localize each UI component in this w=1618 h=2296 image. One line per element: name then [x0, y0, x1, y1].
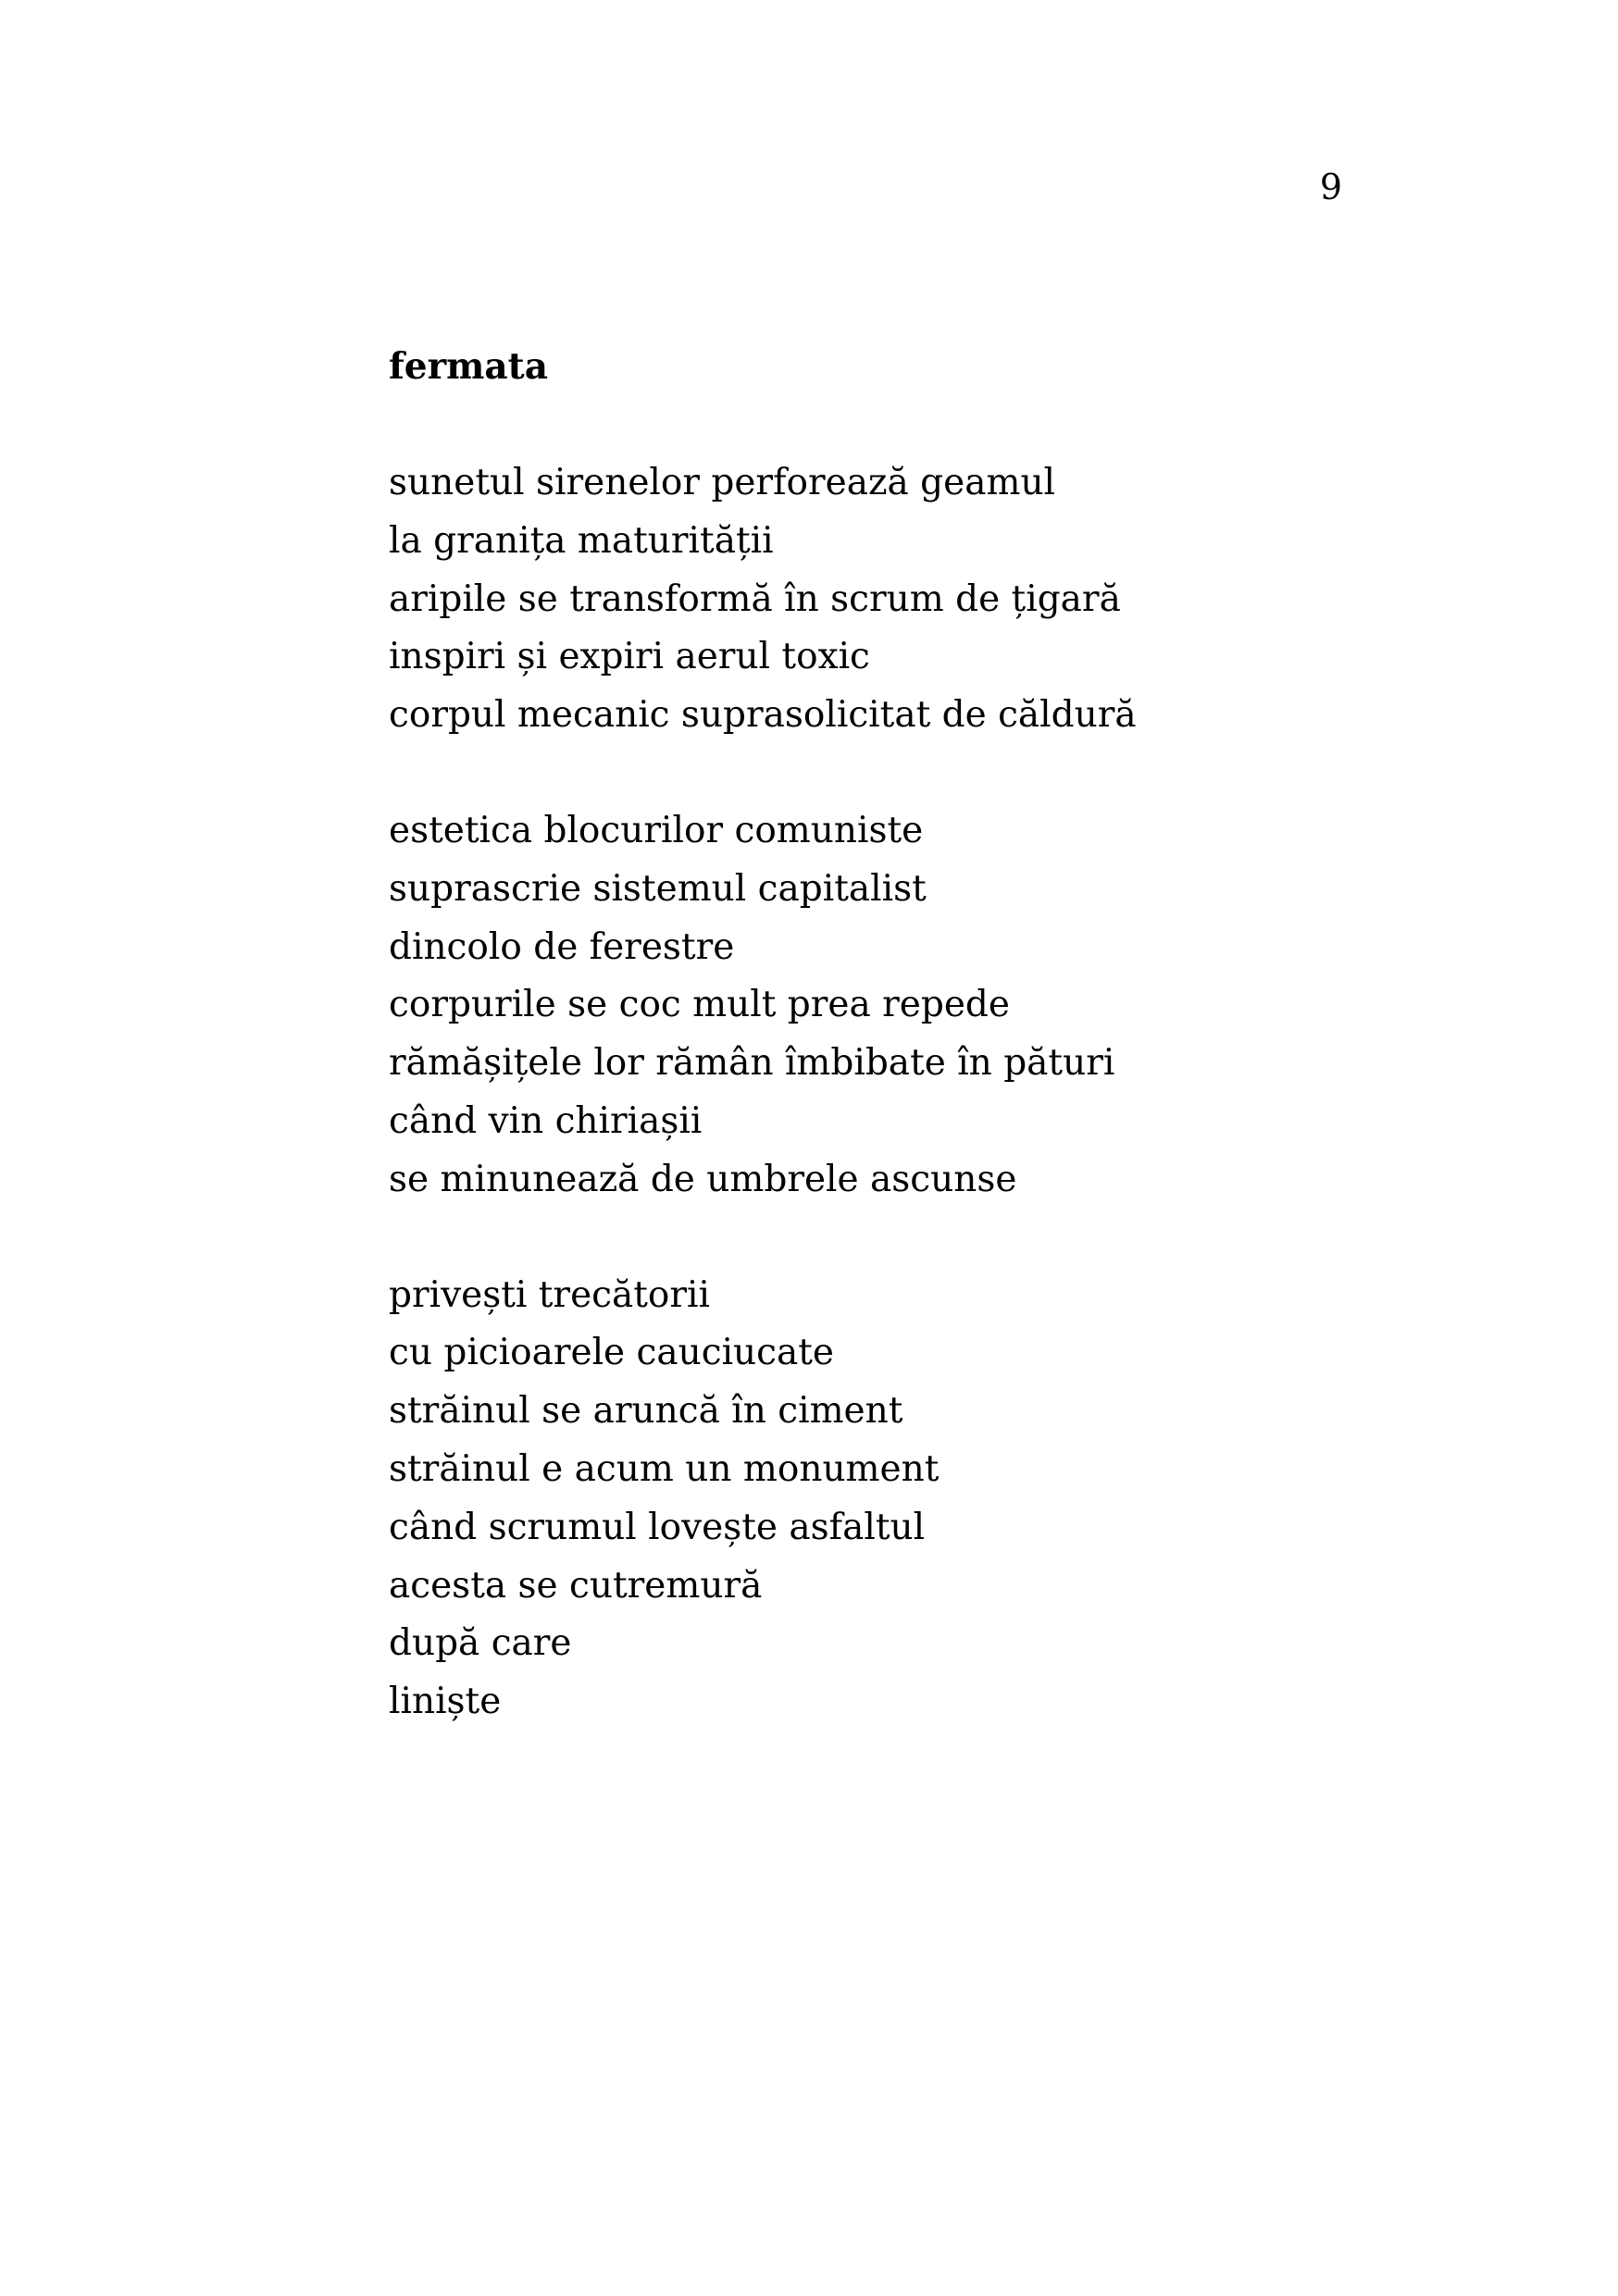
- page-number: 9: [1319, 167, 1343, 207]
- poem-line: privești trecătorii: [389, 1273, 710, 1316]
- poem-line: rămășițele lor rămân îmbibate în pături: [389, 1042, 1115, 1085]
- poem-line: străinul se aruncă în ciment: [389, 1390, 903, 1433]
- poem-line: după care: [389, 1622, 572, 1665]
- poem-line: corpul mecanic suprasolicitat de căldură: [389, 694, 1137, 737]
- poem-line: dincolo de ferestre: [389, 925, 735, 968]
- poem-line: străinul e acum un monument: [389, 1447, 940, 1490]
- poem-line: liniște: [389, 1681, 502, 1723]
- poem-line: se minunează de umbrele ascunse: [389, 1158, 1017, 1200]
- poem-line: estetica blocurilor comuniste: [389, 809, 924, 851]
- poem-line: la granița maturității: [389, 519, 774, 562]
- stanza-2: [389, 802, 1500, 1210]
- poem-line: suprascrie sistemul capitalist: [389, 867, 927, 910]
- poem-line: aripile se transformă în scrum de țigară: [389, 577, 1121, 620]
- poem-line: când vin chiriașii: [389, 1099, 703, 1142]
- poem-title: fermata: [389, 345, 548, 388]
- poem-line: cu picioarele cauciucate: [389, 1332, 835, 1374]
- stanza-3: [389, 1267, 1500, 1731]
- poem-line: acesta se cutremură: [389, 1564, 763, 1607]
- poem-line: corpurile se coc mult prea repede: [389, 984, 1010, 1026]
- poem-line: când scrumul lovește asfaltul: [389, 1506, 926, 1548]
- stanza-1: [389, 454, 1500, 745]
- poem: [389, 341, 1500, 1789]
- poem-line: inspiri și expiri aerul toxic: [389, 636, 870, 678]
- poem-line: sunetul sirenelor perforează geamul: [389, 462, 1056, 503]
